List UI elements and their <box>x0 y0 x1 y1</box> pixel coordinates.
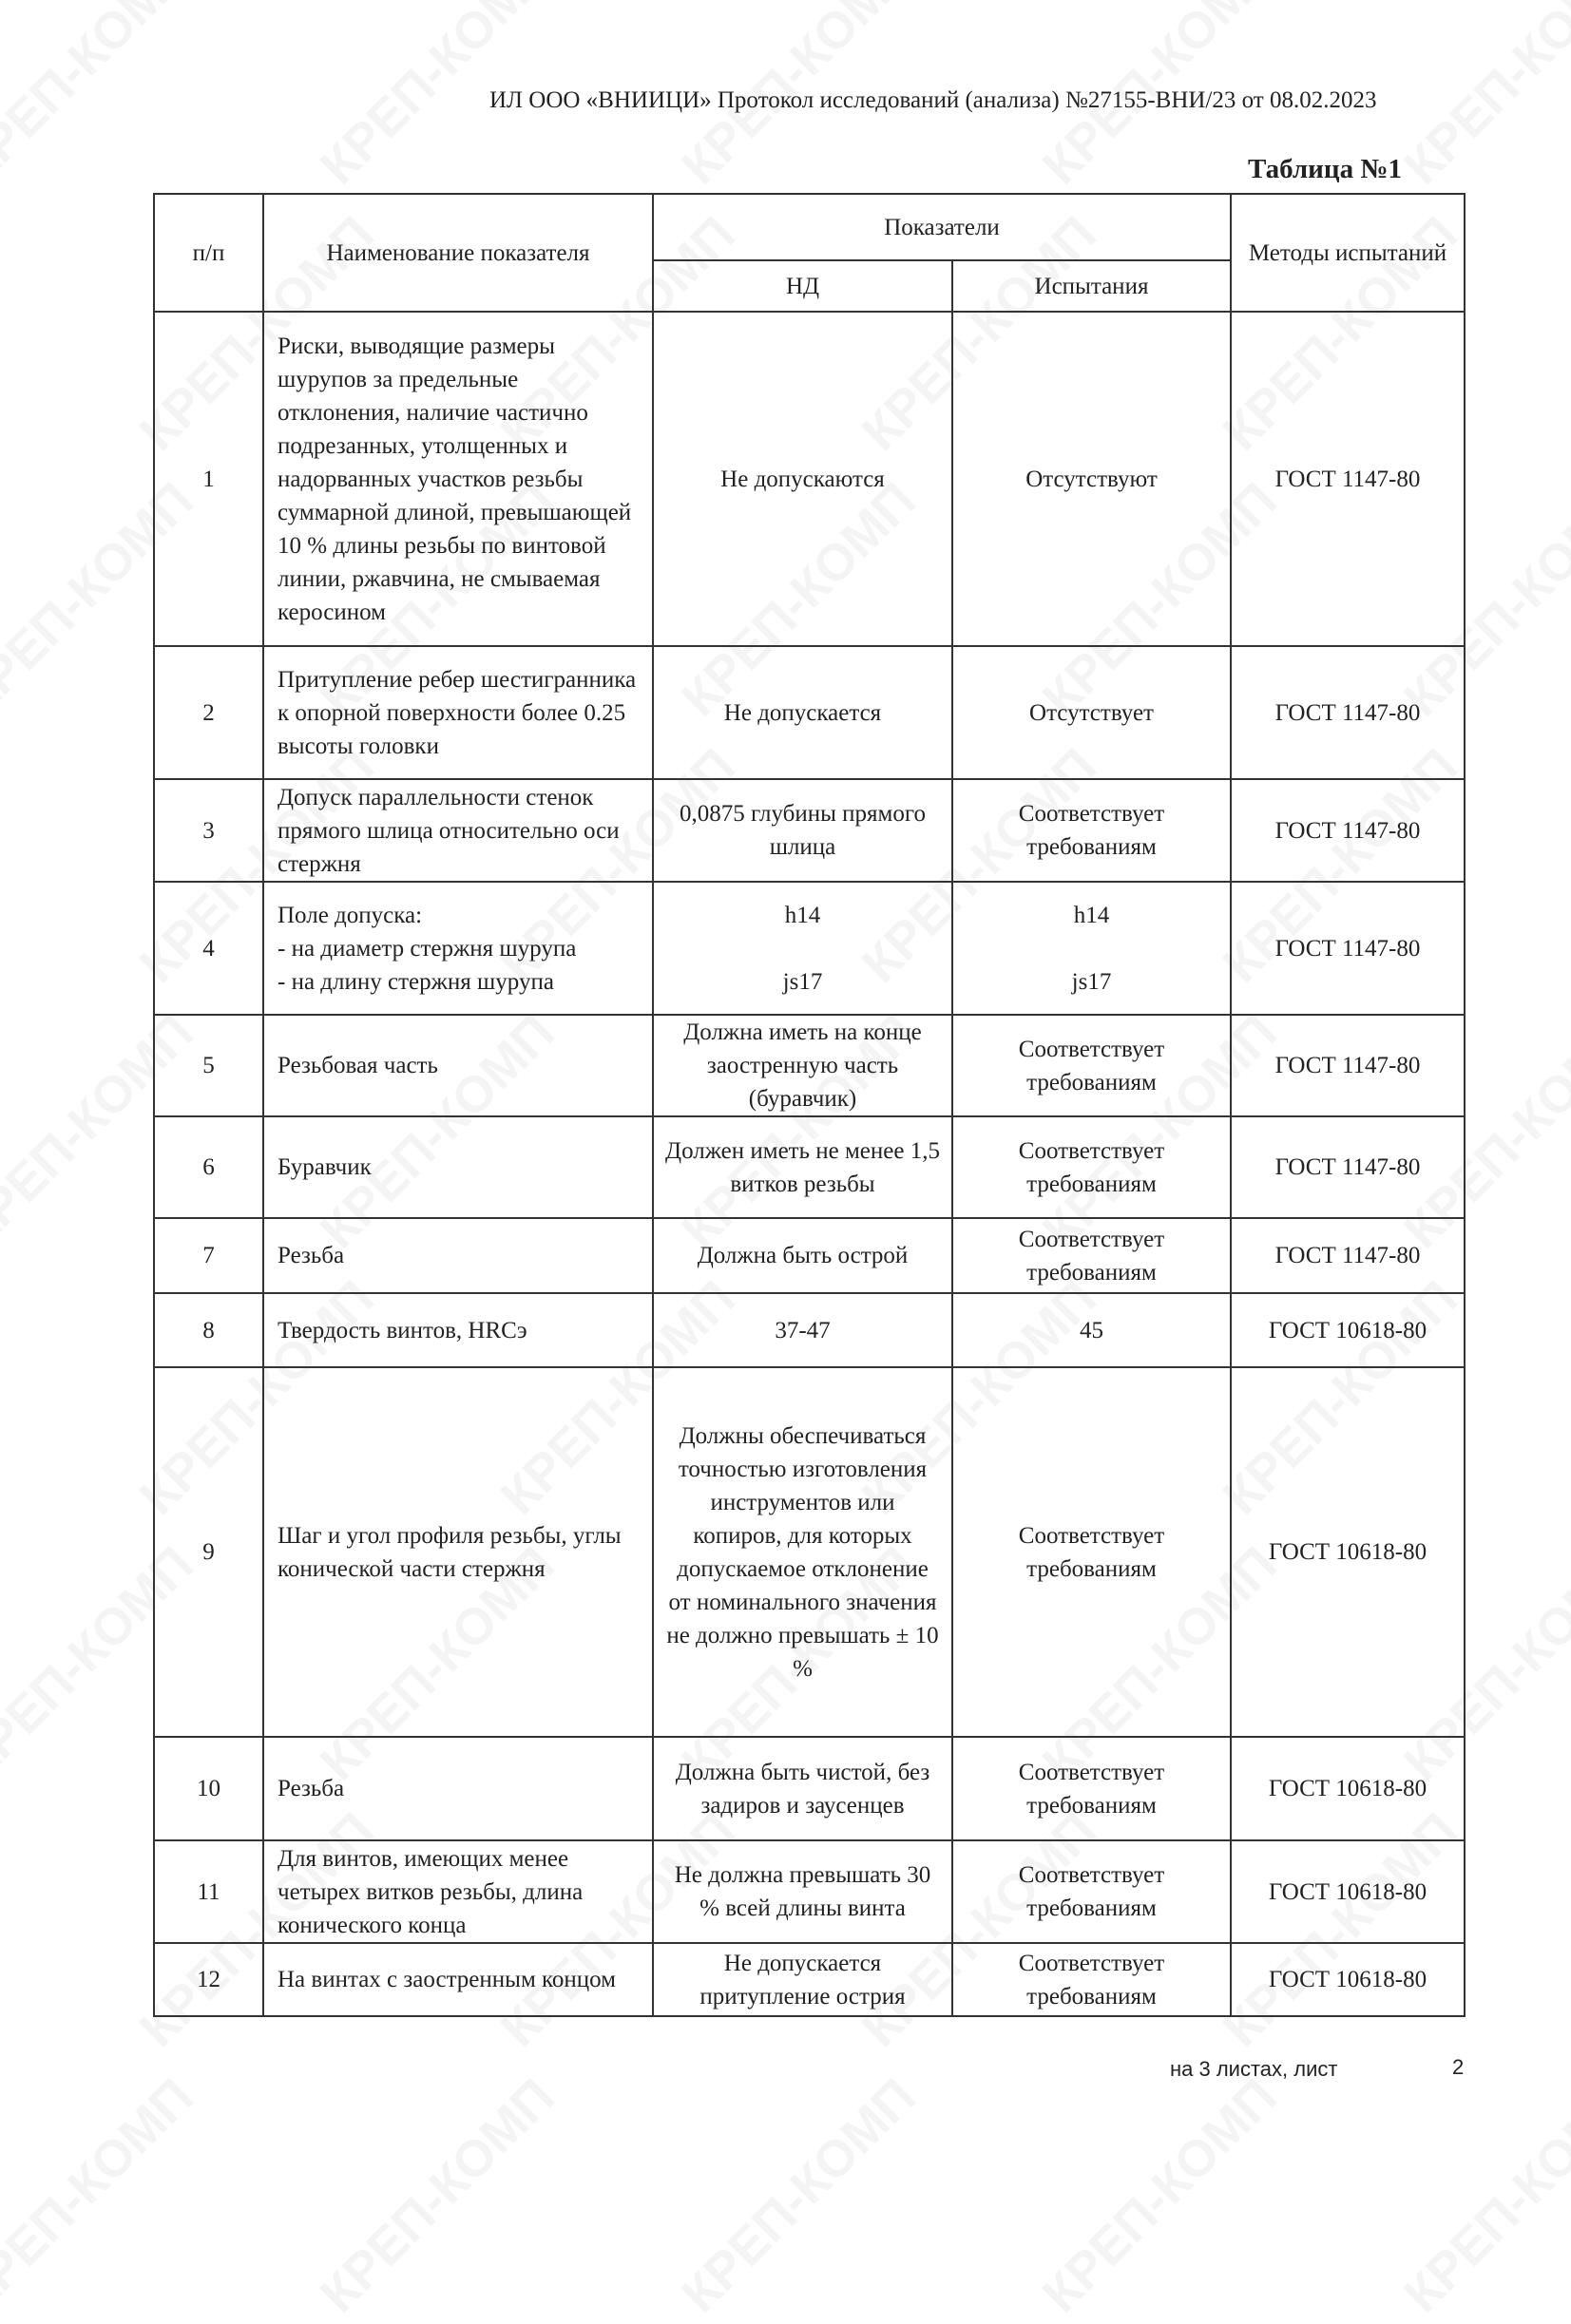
cell-num: 8 <box>154 1293 263 1367</box>
table-row <box>154 1293 1465 1367</box>
cell-line: js17 <box>1071 968 1112 995</box>
results-table <box>153 193 1466 2017</box>
cell-nd: 37-47 <box>653 1293 952 1367</box>
cell-nd: Не допускается <box>653 646 952 779</box>
cell-nd: Не должна превышать 30 % всей длины винта <box>653 1840 952 1943</box>
cell-method: ГОСТ 10618-80 <box>1231 1943 1465 2016</box>
cell-line: - на диаметр стержня шурупа <box>278 935 577 962</box>
cell-num: 7 <box>154 1218 263 1293</box>
cell-method: ГОСТ 10618-80 <box>1231 1293 1465 1367</box>
cell-name <box>263 882 653 1015</box>
watermark <box>670 2067 928 2324</box>
header-methods: Методы испытаний <box>1231 194 1465 312</box>
cell-name: Для винтов, имеющих менее четырех витков резьбы, длина конического конца <box>263 1840 653 1943</box>
cell-num: 2 <box>154 646 263 779</box>
table-row <box>154 779 1465 882</box>
cell-test: Соответствует требованиям <box>952 779 1231 882</box>
cell-method: ГОСТ 10618-80 <box>1231 1840 1465 1943</box>
cell-method: ГОСТ 1147-80 <box>1231 882 1465 1015</box>
table-row <box>154 882 1465 1015</box>
cell-method: ГОСТ 1147-80 <box>1231 646 1465 779</box>
cell-num: 5 <box>154 1015 263 1116</box>
cell-nd: Не допускается притупление острия <box>653 1943 952 2016</box>
cell-name: Резьба <box>263 1218 653 1293</box>
cell-method: ГОСТ 10618-80 <box>1231 1737 1465 1840</box>
table-row <box>154 1015 1465 1116</box>
footer-page-number: 2 <box>1452 2055 1465 2079</box>
cell-test: Отсутствуют <box>952 312 1231 646</box>
cell-test: 45 <box>952 1293 1231 1367</box>
cell-line: Поле допуска: <box>278 902 423 928</box>
cell-num: 6 <box>154 1116 263 1218</box>
table-row <box>154 1943 1465 2016</box>
cell-nd: Должна иметь на конце заостренную часть (буравчик) <box>653 1015 952 1116</box>
cell-method: ГОСТ 1147-80 <box>1231 312 1465 646</box>
table-row <box>154 646 1465 779</box>
watermark <box>309 2067 566 2324</box>
table-row <box>154 1737 1465 1840</box>
cell-line: js17 <box>782 968 823 995</box>
header-indicators: Показатели <box>653 194 1231 260</box>
table-row <box>154 1218 1465 1293</box>
cell-nd: Должна быть чистой, без задиров и заусенцев <box>653 1737 952 1840</box>
header-name: Наименование показателя <box>263 194 653 312</box>
cell-method: ГОСТ 1147-80 <box>1231 1015 1465 1116</box>
cell-nd: Должна быть острой <box>653 1218 952 1293</box>
footer-sheets: на 3 листах, лист <box>1170 2057 1338 2081</box>
cell-name: Допуск параллельности стенок прямого шлица относительно оси стержня <box>263 779 653 882</box>
cell-num: 12 <box>154 1943 263 2016</box>
cell-test: Соответствует требованиям <box>952 1116 1231 1218</box>
cell-nd: Должны обеспечиваться точностью изготовления инструментов или копиров, для которых допускаемое отклонение от номинального значения не должно превышать ± 10 % <box>653 1367 952 1737</box>
cell-method: ГОСТ 1147-80 <box>1231 1116 1465 1218</box>
cell-nd: Должен иметь не менее 1,5 витков резьбы <box>653 1116 952 1218</box>
cell-test: Соответствует требованиям <box>952 1015 1231 1116</box>
cell-method: ГОСТ 10618-80 <box>1231 1367 1465 1737</box>
cell-name: На винтах с заостренным концом <box>263 1943 653 2016</box>
cell-test: Отсутствует <box>952 646 1231 779</box>
header-num: п/п <box>154 194 263 312</box>
cell-test <box>952 882 1231 1015</box>
cell-test: Соответствует требованиям <box>952 1943 1231 2016</box>
cell-nd: Не допускаются <box>653 312 952 646</box>
cell-line: h14 <box>1073 902 1110 928</box>
watermark <box>0 0 205 196</box>
cell-name: Притупление ребер шестигранника к опорной поверхности более 0.25 высоты головки <box>263 646 653 779</box>
cell-num: 1 <box>154 312 263 646</box>
watermark <box>1031 2067 1289 2324</box>
cell-name: Резьба <box>263 1737 653 1840</box>
cell-name: Риски, выводящие размеры шурупов за предельные отклонения, наличие частично подрезанных, утолщенных и надорванных участков резьбы суммарной длиной, превышающей 10 % длины резьбы по винтовой линии, ржавчина, не смываемая керосином <box>263 312 653 646</box>
protocol-header: ИЛ ООО «ВНИИЦИ» Протокол исследований (анализа) №27155-ВНИ/23 от 08.02.2023 <box>489 87 1377 113</box>
watermark <box>0 2067 205 2324</box>
cell-method: ГОСТ 1147-80 <box>1231 779 1465 882</box>
watermark <box>1392 2067 1571 2324</box>
cell-test: Соответствует требованиям <box>952 1367 1231 1737</box>
cell-num: 4 <box>154 882 263 1015</box>
cell-name: Шаг и угол профиля резьбы, углы конической части стержня <box>263 1367 653 1737</box>
cell-num: 9 <box>154 1367 263 1737</box>
cell-num: 3 <box>154 779 263 882</box>
cell-test: Соответствует требованиям <box>952 1218 1231 1293</box>
table-row <box>154 1840 1465 1943</box>
table-row <box>154 1116 1465 1218</box>
header-test: Испытания <box>952 260 1231 312</box>
cell-name: Твердость винтов, HRCэ <box>263 1293 653 1367</box>
cell-nd <box>653 882 952 1015</box>
cell-test: Соответствует требованиям <box>952 1737 1231 1840</box>
cell-name: Буравчик <box>263 1116 653 1218</box>
cell-test: Соответствует требованиям <box>952 1840 1231 1943</box>
table-title: Таблица №1 <box>1248 154 1402 184</box>
table-row <box>154 1367 1465 1737</box>
watermark <box>1392 0 1571 196</box>
cell-line: - на длину стержня шурупа <box>278 968 554 995</box>
cell-method: ГОСТ 1147-80 <box>1231 1218 1465 1293</box>
header-nd: НД <box>653 260 952 312</box>
cell-num: 11 <box>154 1840 263 1943</box>
table-row <box>154 312 1465 646</box>
cell-name: Резьбовая часть <box>263 1015 653 1116</box>
cell-nd: 0,0875 глубины прямого шлица <box>653 779 952 882</box>
cell-num: 10 <box>154 1737 263 1840</box>
cell-line: h14 <box>784 902 821 928</box>
